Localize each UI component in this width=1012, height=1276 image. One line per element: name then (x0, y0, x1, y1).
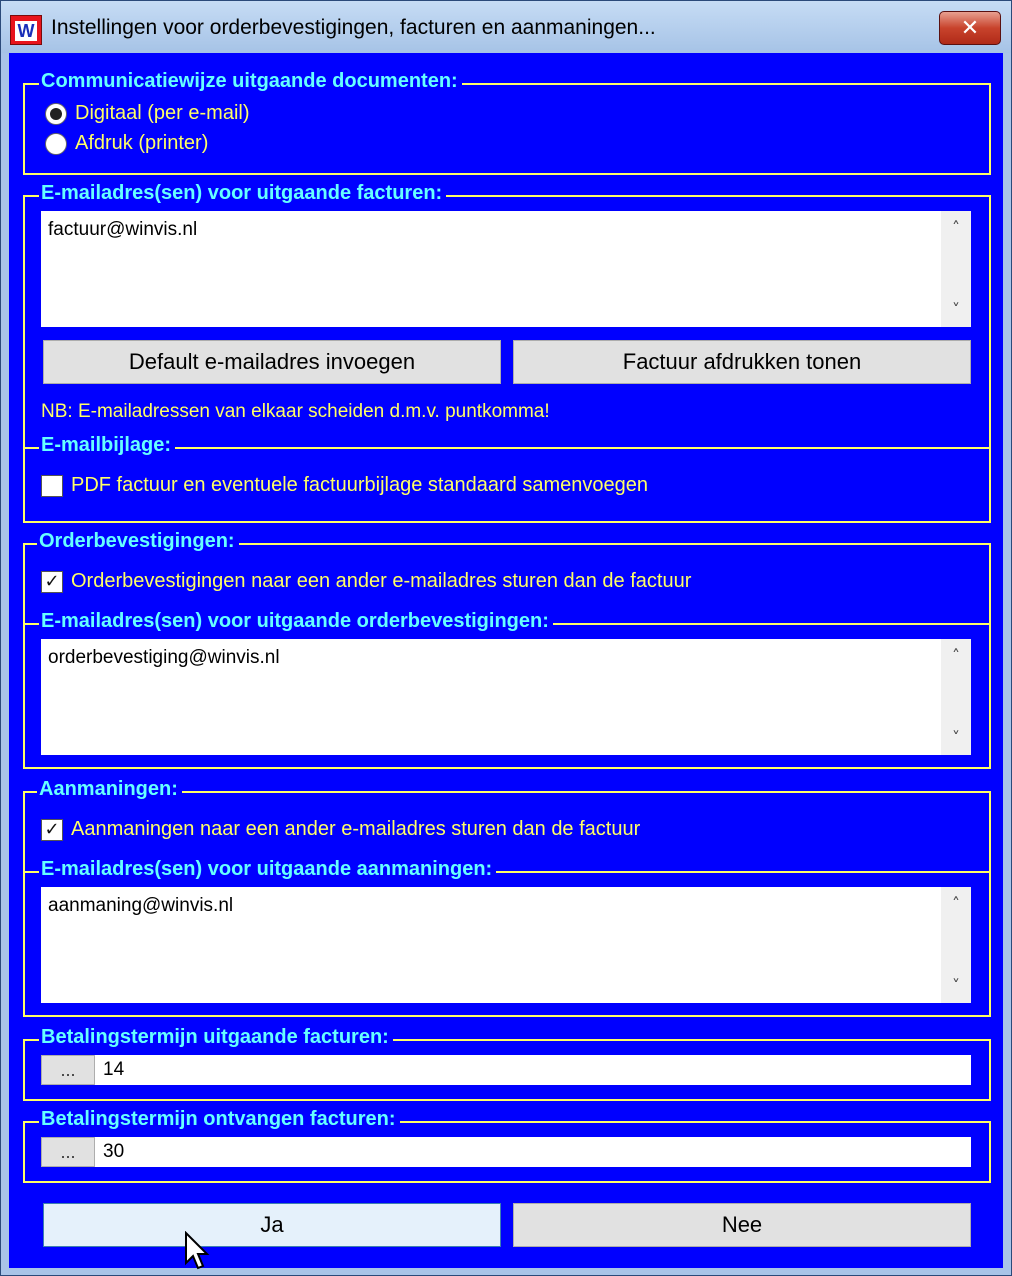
order-confirmation-email-legend: E-mailadres(sen) voor uitgaande orderbevestigingen: (39, 610, 553, 633)
radio-digitaal[interactable] (45, 103, 67, 125)
radio-afdruk[interactable] (45, 133, 67, 155)
scroll-up-icon[interactable]: ˄ (952, 894, 960, 913)
reminders-checkbox-label[interactable]: Aanmaningen naar een ander e-mailadres sturen dan de factuur (71, 818, 641, 840)
show-invoice-print-button[interactable]: Factuur afdrukken tonen (513, 340, 971, 384)
order-confirmation-email-value: orderbevestiging@winvis.nl (48, 647, 280, 668)
payment-term-incoming-legend: Betalingstermijn ontvangen facturen: (39, 1108, 400, 1131)
merge-pdf-label[interactable]: PDF factuur en eventuele factuurbijlage standaard samenvoegen (71, 474, 649, 496)
payment-term-outgoing-legend: Betalingstermijn uitgaande facturen: (39, 1026, 393, 1049)
communication-legend: Communicatiewijze uitgaande documenten: (39, 70, 462, 93)
payment-term-outgoing-value: 14 (103, 1059, 125, 1080)
invoice-email-value: factuur@winvis.nl (48, 219, 198, 240)
reminders-email-value: aanmaning@winvis.nl (48, 895, 234, 916)
mouse-cursor-icon (184, 1231, 210, 1271)
window-title: Instellingen voor orderbevestigingen, facturen en aanmaningen... (51, 16, 656, 39)
radio-afdruk-label[interactable]: Afdruk (printer) (75, 132, 209, 154)
order-confirmation-email-textarea[interactable] (41, 639, 971, 755)
order-confirmation-checkbox[interactable]: ✓ (41, 571, 63, 593)
app-logo-icon: W (10, 15, 42, 45)
reminders-checkbox[interactable]: ✓ (41, 819, 63, 841)
radio-digitaal-label[interactable]: Digitaal (per e-mail) (75, 102, 250, 124)
communication-group (23, 83, 991, 175)
email-separator-note: NB: E-mailadressen van elkaar scheiden d.m.v. puntkomma! (41, 401, 550, 422)
order-confirmation-legend: Orderbevestigingen: (37, 530, 239, 553)
scroll-down-icon[interactable]: ˅ (952, 976, 960, 995)
payment-term-incoming-picker-button[interactable]: ... (41, 1137, 95, 1167)
title-bar[interactable] (1, 1, 1011, 53)
dialog-body (9, 53, 1003, 1268)
reminders-legend: Aanmaningen: (37, 778, 182, 801)
payment-term-outgoing-field[interactable] (41, 1055, 971, 1085)
reminders-scrollbar[interactable] (941, 887, 971, 1003)
payment-term-incoming-value: 30 (103, 1141, 125, 1162)
invoice-email-scrollbar[interactable] (941, 211, 971, 327)
merge-pdf-checkbox[interactable] (41, 475, 63, 497)
payment-term-incoming-field[interactable] (41, 1137, 971, 1167)
attachment-legend: E-mailbijlage: (39, 434, 175, 457)
insert-default-email-button[interactable]: Default e-mailadres invoegen (43, 340, 501, 384)
order-confirmation-checkbox-label[interactable]: Orderbevestigingen naar een ander e-mailadres sturen dan de factuur (71, 570, 692, 592)
ok-button[interactable]: Ja (43, 1203, 501, 1247)
reminders-email-legend: E-mailadres(sen) voor uitgaande aanmaningen: (39, 858, 496, 881)
invoice-email-legend: E-mailadres(sen) voor uitgaande facturen: (39, 182, 446, 205)
scroll-up-icon[interactable]: ˄ (952, 646, 960, 665)
cancel-button[interactable]: Nee (513, 1203, 971, 1247)
scroll-down-icon[interactable]: ˅ (952, 728, 960, 747)
payment-term-outgoing-picker-button[interactable]: ... (41, 1055, 95, 1085)
close-button[interactable]: ✕ (939, 11, 1001, 45)
reminders-email-textarea[interactable] (41, 887, 971, 1003)
scroll-down-icon[interactable]: ˅ (952, 300, 960, 319)
order-confirmation-scrollbar[interactable] (941, 639, 971, 755)
scroll-up-icon[interactable]: ˄ (952, 218, 960, 237)
invoice-email-textarea[interactable] (41, 211, 971, 327)
